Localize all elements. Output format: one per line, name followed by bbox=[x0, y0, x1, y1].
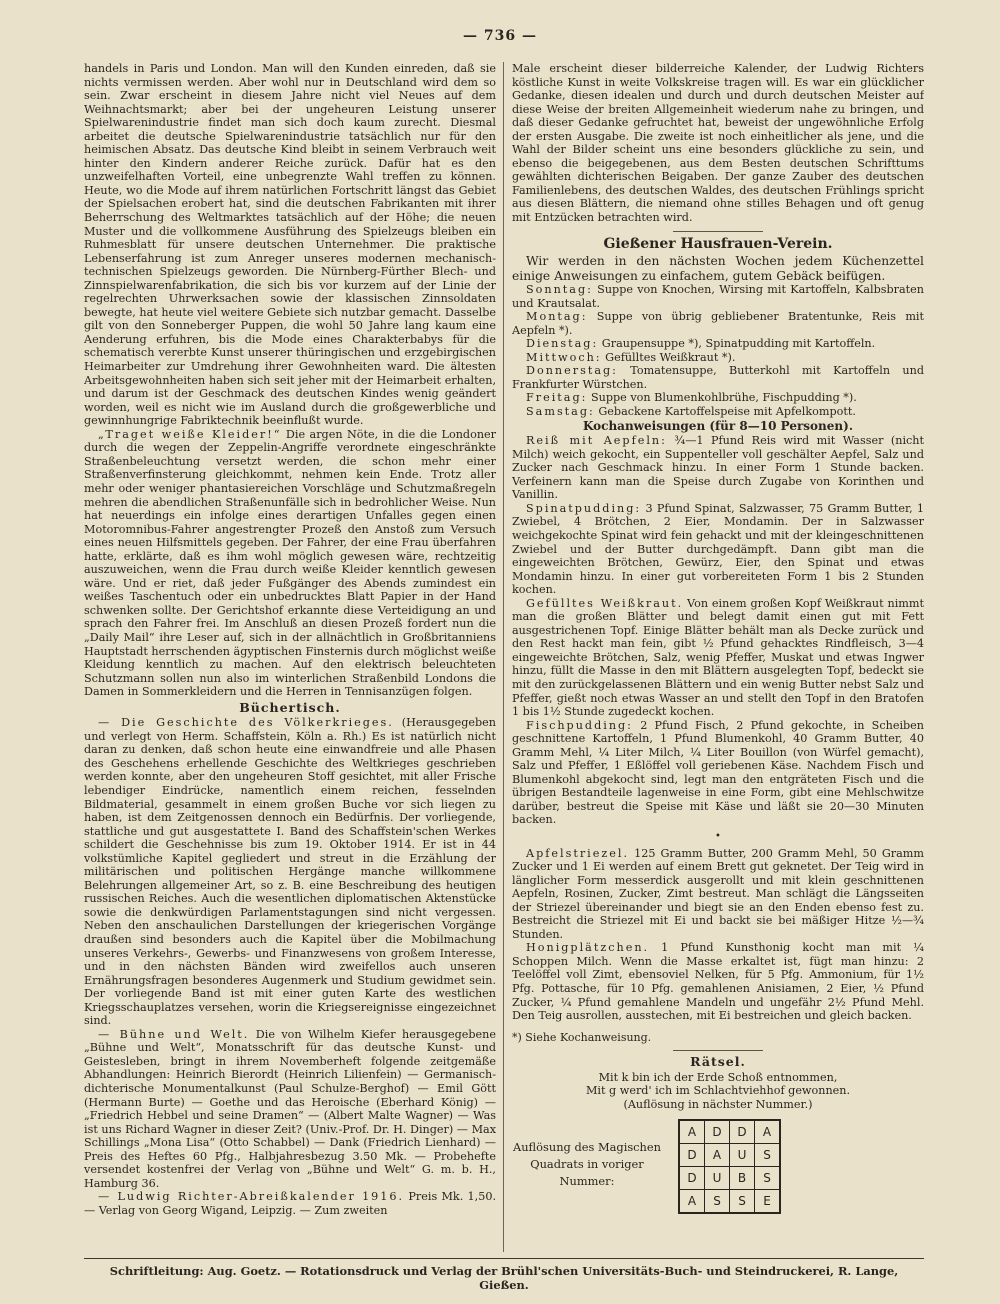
magic-square-cell: A bbox=[705, 1144, 730, 1167]
menu-text: Graupensuppe *), Spinatpudding mit Kartoffeln. bbox=[601, 337, 876, 351]
recipe-text: Von einem großen Kopf Weißkraut nimmt man die großen Blätter und belegt damit einen gut mit Fett ausgestrichenen Topf. Einige Blätter behält man als Decke zurück und den Rest hackt man fein, gibt ½ Pfund gehacktes Rindfleisch, 3—4 eingeweichte Brötchen, Salz, wenig Pfeffer, Muskat und etwas Ingwer hinzu, füllt die Masse in den mit Blättern ausgelegten Topf, bedeckt sie mit den zurückgelassenen Blättern und ein wenig Butter nebst Salz und Pfeffer, gießt noch etwas Wasser an und stellt den Topf in den Bratofen 1 bis 1½ Stunde zugedeckt kochen. bbox=[512, 596, 924, 719]
riddle-heading: Rätsel. bbox=[690, 1054, 746, 1070]
recipe bbox=[512, 597, 924, 719]
richter-continuation: Male erscheint dieser bilderreiche Kalender, der Ludwig Richters köstliche Kunst in weite Volkskreise tragen will. Es war ein glücklicher Gedanke, diesen idealen und durch und durch deutschen Meister auf diese Weise der breiten Allgemeinheit wiederum nahe zu bringen, und daß dieser Gedanke gefruchtet hat, beweist der ungewöhnliche Erfolg der ersten Ausgabe. Die zweite ist noch einheitlicher als jene, und die Wahl der Bilder scheint uns eine besonders glückliche zu sein, und ebenso die beigegebenen, aus dem Besten deutschen Schrifttums gewählten dichterischen Beigaben. Der ganze Zauber des deutschen Familienlebens, des deutschen Waldes, des deutschen Frühlings spricht aus diesen Blättern, die niemand ohne stilles Behagen und oft genug mit Entzücken betrachten wird. bbox=[512, 62, 924, 225]
magic-square-solution bbox=[512, 1117, 924, 1245]
magic-square-row bbox=[679, 1190, 780, 1214]
menu-item bbox=[512, 283, 924, 310]
magic-square-cell: D bbox=[679, 1167, 705, 1190]
right-column bbox=[512, 62, 924, 1252]
menu-text: Gefülltes Weißkraut *). bbox=[605, 350, 736, 364]
book-review-voelkerkrieg bbox=[84, 716, 496, 1028]
book-review-richter-body: Preis Mk. 1,50. — Verlag von Georg Wigand, Leipzig. — Zum zweiten bbox=[84, 1190, 496, 1217]
book-review-voelkerkrieg-title: — Die Geschichte des Völkerkrieges. bbox=[98, 716, 394, 730]
menu-item bbox=[512, 351, 924, 365]
recipe bbox=[512, 719, 924, 827]
baking-title: Honigplätzchen. bbox=[526, 941, 650, 955]
magic-square-cell: U bbox=[730, 1144, 755, 1167]
footnote: *) Siehe Kochanweisung. bbox=[512, 1030, 652, 1044]
baking-text: 125 Gramm Butter, 200 Gramm Mehl, 50 Gramm Zucker und 1 Ei werden auf einem Brett gut geknetet. Der Teig wird in länglicher Form messerdick ausgerollt und mit klein geschnittenen Aepfeln, Rosinen, Zucker, Zimt bestreut. Man schlägt die Längsseiten der Striezel übereinander und biegt sie an den Enden ebenso fest zu. Bestreicht die Striezel mit Ei und backt sie bei mäßiger Hitze ½—¾ Stunden. bbox=[512, 846, 924, 941]
menu-text: Suppe von übrig gebliebener Bratentunke, Reis mit Aepfeln *). bbox=[512, 310, 924, 337]
magic-square-cell: S bbox=[755, 1144, 781, 1167]
menu-text: Gebackene Kartoffelspeise mit Apfelkompott. bbox=[598, 405, 856, 419]
magic-square-cell: S bbox=[705, 1190, 730, 1214]
magic-square bbox=[678, 1119, 781, 1214]
recipe-list bbox=[512, 434, 924, 827]
menu-item bbox=[512, 364, 924, 391]
magic-square-cell: B bbox=[730, 1167, 755, 1190]
baking-list bbox=[512, 847, 924, 1023]
magic-square-row bbox=[679, 1167, 780, 1190]
section-divider bbox=[673, 231, 763, 232]
magic-square-cell: S bbox=[755, 1167, 781, 1190]
riddle-line: (Auflösung in nächster Nummer.) bbox=[623, 1097, 813, 1111]
menu-day: Dienstag: bbox=[526, 337, 599, 351]
menu-text: Suppe von Blumenkohlbrühe, Fischpudding *). bbox=[590, 391, 857, 405]
magic-square-cell: U bbox=[705, 1167, 730, 1190]
recipe-text: 3 Pfund Spinat, Salzwasser, 75 Gramm Butter, 1 Zwiebel, 4 Brötchen, 2 Eier, Mondamin. Der in Salzwasser weichgekochte Spinat wird fein gehackt und mit der kleingeschnittenen Zwiebel und der Butter durchgedämpft. Dann gibt man die eingeweichten Brötchen, Gewürz, Eier, den Spinat und etwas Mondamin hinzu. In einer gut vorbereiteten Form 1 bis 2 Stunden kochen. bbox=[512, 501, 924, 597]
article-toy-industry: handels in Paris und London. Man will den Kunden einreden, daß sie nichts vermissen werden. Aber wohl nur in Deutschland wird dem so sein. Zwar erscheint in diesem Jahre nicht viel Neues auf dem Weihnachtsmarkt; aber bei der ungeheuren Leistung unserer Spielwarenindustrie findet man sich doch kaum zurecht. Diesmal arbeitet die deutsche Spielwarenindustrie tatsächlich nur für den heimischen Absatz. Das deutsche Kind bleibt in seinem Verbrauch weit hinter den Kindern anderer Reiche zurück. Dafür hat es den unzweifelhaften Vorteil, eine unbegrenzte Wahl treffen zu können. Heute, wo die Mode auf ihrem natürlichen Fortschritt längst das Gebiet der Spielsachen erobert hat, sind die deutschen Fabrikanten mit ihrer Beherrschung des Weltmarktes tatsächlich auf der Höhe; die neuen Muster und die vollkommene Ausführung des Spielzeugs bleiben ein Ruhmesblatt für unsere deutschen Unternehmer. Die praktische Lebenserfahrung ist zum Anreger unseres modernen mechanisch-technischen Spielzeugs geworden. Die Nürnberg-Fürther Blech- und Zinnspielwarenfabrikation, die sich bis vor kurzem auf der Linie der regelrechten Uhrwerksachen sowie der klassischen Zinnsoldaten bewegte, hat heute viel weitere Gebiete sich nutzbar gemacht. Dasselbe gilt von den Sonneberger Puppen, die wohl 50 Jahre lang kaum eine Aenderung erfuhren, bis die Mode eines Charakterbabys für die schematisch vererbte Kunst unserer thüringischen und erzgebirgischen Heimarbeiter zur Umdrehung ihrer Gewohnheiten ward. Die ältesten Arbeitsgewohnheiten haben sich seit jeher mit der Heimarbeit erhalten, und darum ist der Geschmack des deutschen Kindes wenig geändert worden, weil es nicht wie im Ausland durch die großgewerbliche und gewinnhungrige Fabriktechnik beeinflußt wurde. bbox=[84, 62, 496, 428]
imprint-footer: Schriftleitung: Aug. Goetz. — Rotationsdruck und Verlag der Brühl'schen Universitäts-Buch- und Steindruckerei, R. Lange, Gießen. bbox=[109, 1264, 899, 1292]
magic-square-cell: D bbox=[679, 1144, 705, 1167]
magic-square-cell: A bbox=[755, 1120, 781, 1144]
menu-day: Mittwoch: bbox=[526, 350, 602, 364]
column-divider bbox=[503, 62, 504, 1252]
left-column bbox=[84, 62, 496, 1252]
menu-text: Tomatensuppe, Butterkohl mit Kartoffeln und Frankfurter Würstchen. bbox=[512, 364, 924, 391]
section-divider bbox=[673, 1050, 763, 1051]
baking-title: Apfelstriezel. bbox=[526, 846, 630, 860]
magic-square-cell: D bbox=[705, 1120, 730, 1144]
footer-rule bbox=[84, 1258, 924, 1259]
club-heading: Gießener Hausfrauen-Verein. bbox=[603, 235, 833, 252]
recipe-title: Fischpudding: bbox=[526, 718, 633, 732]
baking-recipe bbox=[512, 941, 924, 1022]
recipes-heading: Kochanweisungen (für 8—10 Personen). bbox=[582, 418, 853, 433]
solution-label: Auflösung des Magischen Quadrats in voriger Nummer: bbox=[513, 1140, 661, 1189]
book-review-voelkerkrieg-body: (Herausgegeben und verlegt von Herm. Schaffstein, Köln a. Rh.) Es ist natürlich nicht daran zu denken, daß schon heute eine einwandfreie und alle Phasen des Geschehens erhellende Geschichte des Weltkrieges geschrieben werden konnte, aber den ungeheuren Stoff gesichtet, mit aller Frische lebendiger Eindrücke, namentlich einem reichen, fesselnden Bildmaterial, gesammelt in einem großen Buche vor sich liegen zu haben, ist dem Zeitgenossen dennoch ein Bedürfnis. Der vorliegende, stattliche und gut ausgestattete I. Band des Schaffstein'schen Werkes schildert die Geschehnisse bis zum 19. Oktober 1914. Er ist in 44 volkstümliche Kapitel gegliedert und streut in die Erzählung der militärischen und politischen Hergänge manche willkommene Belehrungen allgemeiner Art, so z. B. eine Beschreibung des heutigen russischen Reiches. Auch die wesentlichen diplomatischen Aktenstücke sowie die denkwürdigen Parlamentstagungen sind nicht vergessen. Neben den anschaulichen Darstellungen der kriegerischen Vorgänge draußen sind besonders auch die Kapitel über die Mobilmachung unseres Verkehrs-, Gewerbs- und Finanzwesens von großem Interesse, und in den nächsten Bänden wird zweifellos auch unseren Ernährungsfragen besonderes Augenmerk und Studium gewidmet sein. Der vorliegende Band ist mit einer guten Karte des westlichen Kriegsschauplatzes versehen, worin die Kriegsereignisse eingezeichnet sind. bbox=[84, 716, 496, 1028]
recipe bbox=[512, 434, 924, 502]
book-review-buehne bbox=[84, 1028, 496, 1191]
menu-day: Montag: bbox=[526, 310, 588, 324]
baking-recipe bbox=[512, 847, 924, 942]
book-review-richter bbox=[84, 1190, 496, 1217]
article-white-clothes-body: Die argen Nöte, in die die Londoner durch die wegen der Zeppelin-Angriffe verordnete eingeschränkte Straßenbeleuchtung versetzt werden, die schon mehr einer Straßenverfinsterung gleichkommt, nehmen kein Ende. Trotz aller mehr oder weniger phantasiereichen Vorschläge und Schutzmaßregeln mehren die abendlichen Straßenunfälle sich in bedrohlicher Weise. Nun hat neuerdings ein infolge eines derartigen Unfalles gegen einen Motoromnibus-Fahrer angestrengter Prozeß den Anstoß zum Versuch eines neuen Hilfsmittels gegeben. Der Fahrer, der eine Frau überfahren hatte, erklärte, daß es ihm wohl möglich gewesen wäre, rechtzeitig auszuweichen, wenn die Frau durch weiße Kleider kenntlich gewesen wäre. Und er riet, daß jeder Fußgänger des Abends zumindest ein weißes Taschentuch oder ein unbedrucktes Blatt Papier in der Hand schwenken sollte. Der Gerichtshof erkannte diese Verteidigung an und sprach den Fahrer frei. Im Anschluß an diesen Prozeß fordert nun die „Daily Mail“ ihre Leser auf, sich in der allnächtlich in Großbritanniens Hauptstadt herrschenden ägyptischen Finsternis durch möglichst weiße Kleidung kenntlich zu machen. Auf den elektrisch beleuchteten Schutzmann sollen nun also im winterlichen Straßenbild Londons die Damen in Sommerkleidern und die Herren in Tennisanzügen folgen. bbox=[84, 427, 496, 699]
magic-square-cell: S bbox=[730, 1190, 755, 1214]
menu-day: Sonntag: bbox=[526, 283, 593, 297]
article-white-clothes-title: „Traget weiße Kleider!“ bbox=[98, 427, 282, 441]
riddle-line: Mit k bin ich der Erde Schoß entnommen, bbox=[598, 1070, 838, 1084]
recipe bbox=[512, 502, 924, 597]
magic-square-cell: A bbox=[679, 1190, 705, 1214]
magic-square-cell: E bbox=[755, 1190, 781, 1214]
recipe-text: ¾—1 Pfund Reis wird mit Wasser (nicht Milch) weich gekocht, ein Suppenteller voll geschälter Aepfel, Salz und Zucker nach Geschmack hinzu. In einer Form 1 Stunde backen. Verfeinern kann man die Speise durch Zugabe von Korinthen und Vanillin. bbox=[512, 434, 924, 502]
book-review-buehne-body: Die von Wilhelm Kiefer herausgegebene „Bühne und Welt“, Monatsschrift für das deutsche Kunst- und Geistesleben, bringt in ihrem Novemberheft folgende zeitgemäße Abhandlungen: Heinrich Bierordt (Heinrich Lilienfein) — Germanisch-dichterische Monumentalkunst (Paul Schulze-Berghof) — Emil Gött (Hermann Burte) — Goethe und das Heroische (Eberhard König) — „Friedrich Hebbel und seine Dramen“ — (Albert Malte Wagner) — Was ist uns Richard Wagner in dieser Zeit? (Univ.-Prof. Dr. H. Dinger) — Max Schillings „Mona Lisa“ (Otto Schabbel) — Dank (Friedrich Lienhard) — Preis des Heftes 60 Pfg., Halbjahresbezug 3.50 Mk. — Probehefte versendet kostenfrei der Verlag von „Bühne und Welt“ G. m. b. H., Hamburg 36. bbox=[84, 1027, 496, 1190]
menu-day: Freitag: bbox=[526, 391, 588, 405]
menu-text: Suppe von Knochen, Wirsing mit Kartoffeln, Kalbsbraten und Krautsalat. bbox=[512, 283, 924, 310]
magic-square-cell: A bbox=[679, 1120, 705, 1144]
riddle-line: Mit g werd' ich im Schlachtviehhof gewonnen. bbox=[585, 1084, 851, 1098]
book-review-richter-title: — Ludwig Richter-Abreißkalender 1916. bbox=[98, 1190, 405, 1204]
menu-item bbox=[512, 337, 924, 351]
ornament-divider: • bbox=[715, 830, 721, 842]
books-heading: Büchertisch. bbox=[239, 699, 341, 715]
menu-day: Donnerstag: bbox=[526, 364, 618, 378]
magic-square-row bbox=[679, 1120, 780, 1144]
menu-item bbox=[512, 310, 924, 337]
page-number: — 736 — bbox=[463, 28, 537, 44]
recipe-title: Gefülltes Weißkraut. bbox=[526, 596, 684, 610]
menu-day: Samstag: bbox=[526, 405, 595, 419]
recipe-text: 2 Pfund Fisch, 2 Pfund gekochte, in Scheiben geschnittene Kartoffeln, 1 Pfund Blumenkohl, 40 Gramm Butter, 40 Gramm Mehl, ¼ Liter Milch, ¼ Liter Bouillon (von Würfel gemacht), Salz und Pfeffer, 1 Eßlöffel voll geriebenen Käse. Nachdem Fisch und Blumenkohl abgekocht sind, legt man den entgräteten Fisch und die übrigen Bestandteile lagenweise in eine Form, gibt eine Mehlschwitze darüber, bestreut die Speise mit Käse und läßt sie 20—30 Minuten backen. bbox=[512, 718, 924, 827]
magic-square-row bbox=[679, 1144, 780, 1167]
recipe-title: Reiß mit Aepfeln: bbox=[526, 434, 667, 448]
magic-square-cell: D bbox=[730, 1120, 755, 1144]
book-review-buehne-title: — Bühne und Welt. bbox=[98, 1027, 250, 1041]
menu-list bbox=[512, 283, 924, 418]
article-white-clothes bbox=[84, 428, 496, 699]
menu-item bbox=[512, 391, 924, 405]
recipe-title: Spinatpudding: bbox=[526, 501, 642, 515]
club-intro: Wir werden in den nächsten Wochen jedem Küchenzettel einige Anweisungen zu einfachem, gutem Gebäck beifügen. bbox=[512, 254, 924, 283]
menu-item bbox=[512, 405, 924, 419]
baking-text: 1 Pfund Kunsthonig kocht man mit ¼ Schoppen Milch. Wenn die Masse erkaltet ist, fügt man hinzu: 2 Teelöffel voll Zimt, ebensoviel Nelken, für 5 Pfg. Ammonium, für 1½ Pfg. Pottasche, für 10 Pfg. gemahlenen Anisiamen, 2 Eier, ½ Pfund Zucker, ¼ Pfund gemahlene Mandeln und ungefähr 2½ Pfund Mehl. Den Teig ausrollen, ausstechen, mit Ei bestreichen und gleich backen. bbox=[512, 941, 924, 1023]
